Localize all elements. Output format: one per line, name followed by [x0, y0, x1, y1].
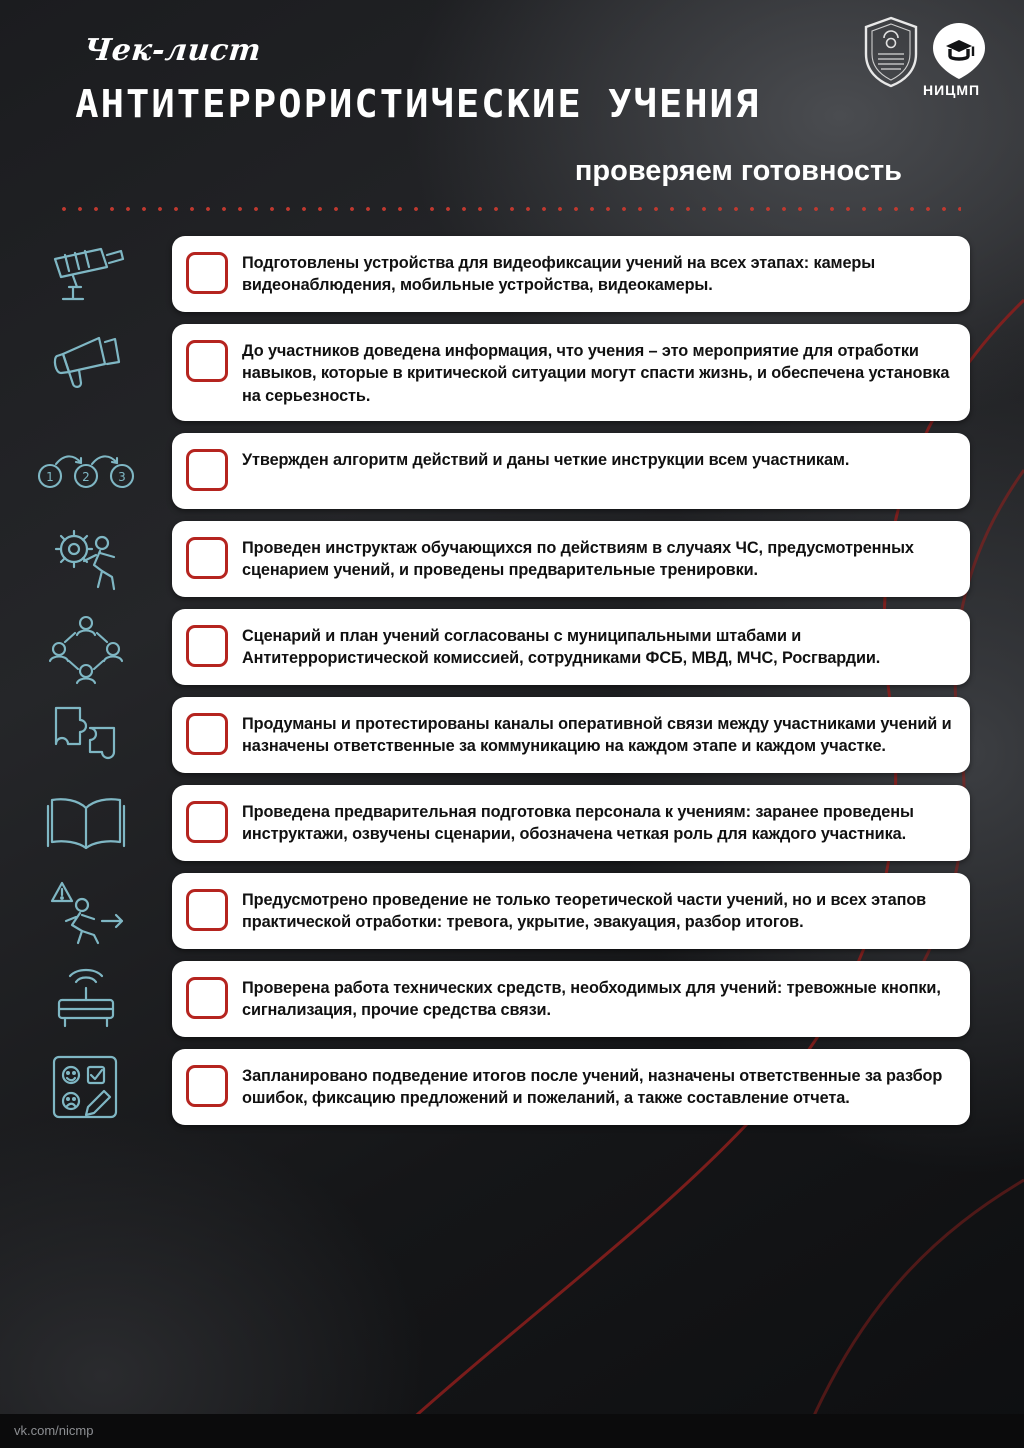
checklist-card[interactable]: [172, 1049, 970, 1125]
checklist-text: Продуманы и протестированы каналы оперативной связи между участниками учений и назначены ответственные за коммуникацию на каждом этапе и каждом участке.: [242, 714, 952, 756]
cctv-camera-icon: [0, 236, 172, 312]
checkbox[interactable]: [186, 340, 228, 382]
checkbox[interactable]: [186, 537, 228, 579]
checkbox[interactable]: [186, 801, 228, 843]
checklist: [0, 236, 1024, 1137]
checklist-text: Подготовлены устройства для видеофиксации учений на всех этапах: камеры видеонаблюдения, мобильные устройства, видеокамеры.: [242, 254, 876, 295]
footer: [0, 1414, 1024, 1448]
list-item: [0, 433, 1024, 509]
logo-wordmark: НИЦМП: [923, 82, 981, 98]
open-book-icon: [0, 785, 172, 861]
evacuation-exit-icon: [0, 873, 172, 949]
checklist-card[interactable]: [172, 324, 970, 421]
checklist-text: Проведена предварительная подготовка персонала к учениям: заранее проведены инструктажи, озвучены сценарии, обозначена четкая роль для каждого участника.: [242, 802, 914, 844]
svg-text:3: 3: [118, 469, 126, 484]
checkbox[interactable]: [186, 889, 228, 931]
list-item: [0, 521, 1024, 597]
page-subtitle: проверяем готовность: [574, 155, 902, 187]
dotted-divider: [56, 207, 961, 211]
list-item: [0, 785, 1024, 861]
alarm-device-icon: [0, 961, 172, 1037]
list-item: [0, 609, 1024, 685]
checklist-text: Проведен инструктаж обучающихся по действиям в случаях ЧС, предусмотренных сценарием учений, и проведены предварительные тренировки.: [242, 538, 914, 580]
svg-text:1: 1: [46, 469, 54, 484]
checklist-card[interactable]: [172, 697, 970, 773]
checklist-text: Утвержден алгоритм действий и даны четкие инструкции всем участникам.: [242, 450, 850, 469]
checkbox[interactable]: [186, 713, 228, 755]
list-item: [0, 236, 1024, 312]
checklist-text: Предусмотрено проведение не только теоретической части учений, но и всех этапов практической отработки: тревога, укрытие, эвакуация, разбор итогов.: [242, 890, 927, 932]
list-item: [0, 324, 1024, 421]
gear-running-person-icon: [0, 521, 172, 597]
svg-text:2: 2: [82, 469, 90, 484]
puzzle-pieces-icon: [0, 697, 172, 773]
shield-emblem-icon: [862, 16, 920, 88]
list-item: [0, 1049, 1024, 1125]
page-title: АНТИТЕРРОРИСТИЧЕСКИЕ УЧЕНИЯ: [75, 82, 761, 126]
checklist-card[interactable]: [172, 609, 970, 685]
footer-link[interactable]: vk.com/nicmp: [14, 1423, 94, 1438]
header: [0, 0, 1024, 215]
megaphone-icon: [0, 324, 172, 400]
checkbox[interactable]: [186, 1065, 228, 1107]
list-item: [0, 873, 1024, 949]
checklist-text: До участников доведена информация, что учения – это мероприятие для отработки навыков, которые в критической ситуации могут спасти жизнь, и обеспечена установка на серьезность.: [242, 342, 950, 405]
people-network-icon: [0, 609, 172, 685]
feedback-survey-icon: [0, 1049, 172, 1125]
eyebrow-label: Чек-лист: [82, 33, 263, 68]
checklist-card[interactable]: [172, 961, 970, 1037]
checklist-card[interactable]: [172, 236, 970, 312]
checklist-card[interactable]: [172, 521, 970, 597]
checklist-card[interactable]: [172, 873, 970, 949]
checklist-text: Сценарий и план учений согласованы с муниципальными штабами и Антитеррористической комиссией, сотрудниками ФСБ, МВД, МЧС, Росгвардии.: [242, 626, 881, 668]
checkbox[interactable]: [186, 252, 228, 294]
checkbox[interactable]: [186, 449, 228, 491]
checkbox[interactable]: [186, 977, 228, 1019]
checklist-card[interactable]: [172, 433, 970, 509]
nicmp-logo-icon: [930, 22, 988, 80]
steps-sequence-icon: [0, 433, 172, 509]
checklist-card[interactable]: [172, 785, 970, 861]
checkbox[interactable]: [186, 625, 228, 667]
checklist-text: Проверена работа технических средств, необходимых для учений: тревожные кнопки, сигнализация, прочие средства связи.: [242, 978, 941, 1020]
list-item: [0, 697, 1024, 773]
checklist-text: Запланировано подведение итогов после учений, назначены ответственные за разбор ошибок, фиксацию предложений и пожеланий, а также составление отчета.: [242, 1066, 943, 1108]
list-item: [0, 961, 1024, 1037]
